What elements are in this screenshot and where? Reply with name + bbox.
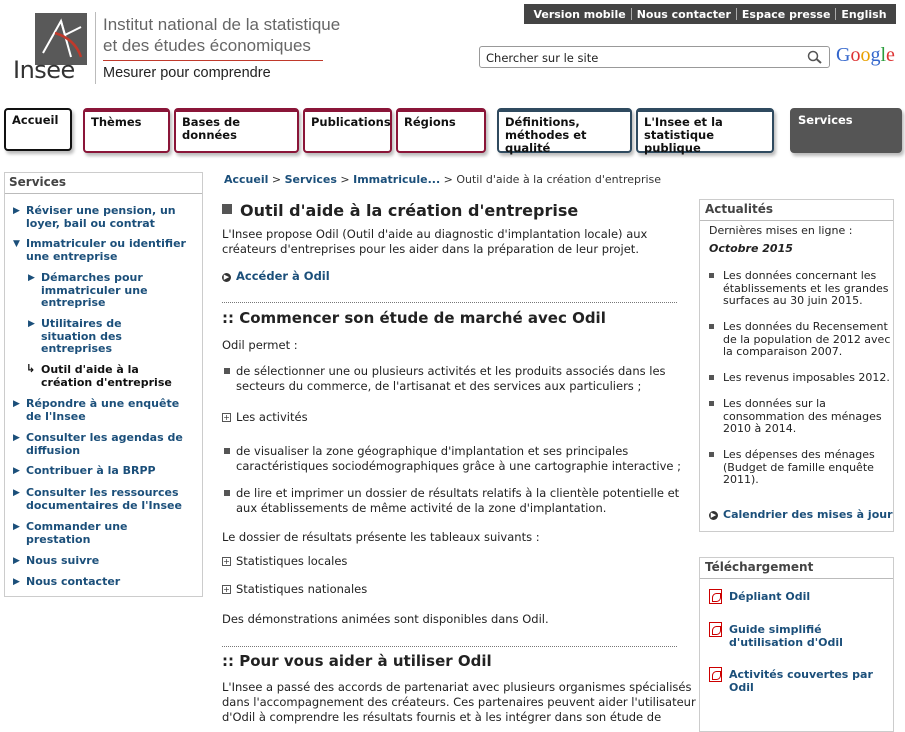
download-label: Activités couvertes par [729, 668, 873, 681]
sidebar-item-label: Consulter les agendas de diffusion [26, 431, 183, 457]
pdf-icon [709, 589, 722, 604]
tab-insee-statistique[interactable] [636, 108, 774, 153]
tab-label: Définitions, méthodes et qualité [505, 115, 587, 155]
section-divider [222, 646, 677, 647]
sidebar-item-label: Consulter les ressources documentaires de l'Insee [26, 486, 182, 512]
sidebar-item-reviser[interactable] [13, 204, 191, 230]
sidebar-item-contact[interactable] [13, 575, 176, 589]
sidebar-item-label: Utilitaires de situation des entreprises [41, 317, 122, 355]
top-links-bar [524, 4, 896, 24]
search-input[interactable] [479, 46, 830, 68]
section2-title [222, 652, 492, 670]
news-item-line: 2011). [723, 473, 759, 486]
news-item-line: Les revenus imposables 2012. [723, 371, 890, 384]
institute-underline [103, 60, 323, 61]
arrow-right-icon: ▶ [13, 488, 20, 498]
sidebar-item-brpp[interactable] [13, 464, 191, 478]
sidebar-item-label: Outil d'aide à la création d'entreprise [41, 363, 172, 389]
institute-name-line1: Institut national de la statistique [103, 15, 341, 34]
arrow-right-icon: ▶ [28, 273, 35, 283]
expand-plus-icon[interactable]: + [223, 557, 230, 566]
news-item[interactable] [723, 449, 875, 487]
breadcrumb-immatricule[interactable]: Immatricule... [353, 173, 441, 186]
tab-label: Services [798, 113, 853, 127]
download-label: Guide simplifié [729, 623, 822, 636]
breadcrumb [224, 173, 661, 186]
section1-title-text: Commencer son étude de marché avec Odil [239, 309, 606, 327]
expand-activites[interactable]: Les activités [236, 410, 308, 424]
downloads-divider [700, 578, 893, 579]
title-square-icon [222, 204, 232, 214]
dossier-text: Le dossier de résultats présente les tableaux suivants : [222, 530, 540, 544]
news-item-line: la comparaison 2007. [723, 345, 843, 358]
page-title: Outil d'aide à la création d'entreprise [240, 201, 579, 220]
demos-text: Des démonstrations animées sont disponibles dans Odil. [222, 612, 549, 626]
tab-publications[interactable] [303, 108, 392, 153]
breadcrumb-services[interactable]: Services [284, 173, 337, 186]
help-line3: d'Odil à comprendre les résultats fournis et à les intégrer dans son étude de [222, 710, 662, 724]
tab-label: Accueil [12, 113, 59, 127]
sidebar-item-label: Immatriculer ou identifier une entreprise [26, 237, 186, 263]
news-subtitle: Dernières mises en ligne : [709, 224, 853, 237]
sidebar-item-suivre[interactable] [13, 554, 176, 568]
arrow-right-icon: ▶ [13, 556, 20, 566]
sidebar-item-label: Nous contacter [26, 575, 121, 588]
top-link-contact[interactable]: Nous contacter [636, 7, 731, 21]
bullet-icon [224, 368, 230, 374]
tab-themes[interactable] [83, 108, 170, 153]
expand-plus-icon[interactable]: + [223, 585, 230, 594]
link-arrow-icon: ▶ [710, 511, 717, 519]
news-item-line: Les données sur la [723, 397, 826, 410]
insee-logo-text[interactable]: Insee [13, 56, 75, 84]
tab-label: Régions [404, 115, 456, 129]
news-item-line: 2010 à 2014. [723, 422, 797, 435]
bullet-icon [224, 490, 230, 496]
sidebar-item-label: Commander une prestation [26, 520, 128, 546]
news-item-line: (Budget de famille enquête [723, 460, 874, 474]
bullet2-line1: de visualiser la zone géographique d'implantation et ses principales [236, 444, 629, 458]
arrow-right-icon: ▶ [13, 433, 20, 443]
google-logo: Google [836, 44, 895, 66]
breadcrumb-separator: > [443, 173, 453, 186]
sidebar-item-label: Nous suivre [26, 554, 100, 567]
bullet3-line1: de lire et imprimer un dossier de résultats relatifs à la clientèle potentielle et [236, 486, 680, 500]
news-item[interactable] [723, 270, 888, 308]
calendar-link[interactable]: Calendrier des mises à jour [723, 508, 893, 521]
section-marker-icon: :: [222, 652, 240, 670]
news-divider [700, 220, 893, 221]
top-link-english[interactable]: English [841, 7, 887, 21]
expand-stat-nationales[interactable]: Statistiques nationales [236, 582, 368, 596]
sidebar-item-ressources[interactable] [13, 486, 196, 512]
arrow-right-icon: ▶ [13, 466, 20, 476]
news-item[interactable] [723, 398, 882, 436]
sidebar-item-label: Contribuer à la BRPP [26, 464, 156, 477]
news-item[interactable] [723, 321, 890, 359]
bullet1-line1: de sélectionner une ou plusieurs activités et les produits associés dans les [236, 364, 666, 378]
bullet1-line2: secteurs du commerce, de l'artisanat et des services aux particuliers ; [236, 379, 642, 393]
sidebar-item-enquete[interactable] [13, 397, 186, 423]
news-item-line: consommation des ménages [723, 409, 882, 423]
odil-permet-text: Odil permet : [222, 338, 298, 352]
bullet3-line2: aux établissements de même activité de la zone d'implantation. [236, 501, 607, 515]
download-guide[interactable] [729, 624, 843, 649]
download-activites[interactable] [729, 669, 873, 694]
search-icon[interactable] [807, 50, 823, 64]
breadcrumb-separator: > [340, 173, 350, 186]
bullet-icon [709, 375, 714, 380]
sidebar-item-immatriculer[interactable] [13, 237, 196, 263]
link-arrow-icon: ▶ [223, 273, 230, 281]
arrow-right-icon: ▶ [13, 577, 20, 587]
tab-label: L'Insee et la statistique publique [644, 115, 723, 155]
tab-services[interactable] [790, 108, 902, 153]
header-divider [95, 12, 96, 84]
news-item-line: établissements et les grandes [723, 281, 889, 295]
sidebar-item-label: Démarches pour immatriculer une entreprise [41, 271, 148, 309]
sidebar-item-demarches[interactable] [28, 271, 161, 310]
bullet-icon [709, 452, 714, 457]
download-label: Dépliant Odil [729, 590, 811, 603]
news-item-line: de la population de 2012 avec [723, 332, 891, 346]
sidebar-item-label: Réviser une pension, un loyer, bail ou contrat [26, 204, 176, 230]
bullet-icon [709, 401, 714, 406]
institute-name-line2: et des études économiques [103, 36, 311, 55]
news-month: Octobre 2015 [709, 242, 793, 255]
downloads-title: Téléchargement [705, 560, 814, 574]
breadcrumb-current: Outil d'aide à la création d'entreprise [456, 173, 662, 186]
news-item-line: Les données du Recensement [723, 320, 888, 333]
bullet-icon [709, 324, 714, 329]
arrow-right-icon: ▶ [13, 206, 20, 216]
section1-title [222, 309, 606, 327]
news-item-line: Les dépenses des ménages [723, 448, 875, 461]
sidebar-item-utilitaires[interactable] [28, 317, 141, 356]
tab-label: Publications [311, 115, 391, 129]
arrow-down-icon: ▼ [13, 239, 20, 249]
intro-line1: L'Insee propose Odil (Outil d'aide au diagnostic d'implantation locale) aux [222, 227, 648, 241]
pdf-icon [709, 667, 722, 682]
download-label: d'utilisation d'Odil [729, 635, 843, 649]
intro-line2: créateurs d'entreprises pour les aider dans la préparation de leur projet. [222, 242, 639, 256]
search-placeholder: Chercher sur le site [486, 51, 599, 65]
pdf-icon [709, 622, 722, 637]
news-item-line: surfaces au 30 juin 2015. [723, 294, 863, 307]
bullet-icon [709, 273, 714, 278]
breadcrumb-separator: > [271, 173, 282, 186]
bullet2-line2: caractéristiques sociodémographiques grâce à une cartographie interactive ; [236, 459, 681, 473]
help-line2: dans l'accompagnement des créateurs. Ces partenaires peuvent aider l'utilisateur [222, 695, 696, 709]
section-marker-icon: :: [222, 309, 240, 327]
news-title: Actualités [705, 202, 774, 216]
expand-plus-icon[interactable]: + [223, 413, 230, 422]
news-box [699, 199, 894, 532]
sidebar-item-agendas[interactable] [13, 431, 191, 457]
bullet-icon [224, 448, 230, 454]
top-link-press[interactable]: Espace presse [741, 7, 831, 21]
sidebar-item-outil-aide[interactable] [26, 362, 181, 389]
tab-definitions[interactable] [497, 108, 632, 153]
news-item-line: Les données concernant les [723, 269, 877, 282]
news-item[interactable] [723, 372, 890, 385]
arrow-right-icon: ▶ [13, 399, 20, 409]
tab-label: Thèmes [91, 115, 142, 129]
tab-accueil[interactable] [4, 108, 72, 151]
sidebar-item-prestation[interactable] [13, 520, 146, 546]
download-label: Odil [729, 680, 754, 694]
downloads-box [699, 557, 894, 732]
download-depliant[interactable] [729, 591, 810, 604]
tab-label: Bases de données [182, 115, 241, 142]
section2-title-text: Pour vous aider à utiliser Odil [239, 652, 492, 670]
sidebar-item-label: Répondre à une enquête de l'Insee [26, 397, 180, 423]
tab-bases-de-donnees[interactable] [174, 108, 299, 153]
help-line1: L'Insee a passé des accords de partenariat avec plusieurs organismes spécialisés [222, 680, 692, 694]
breadcrumb-accueil[interactable]: Accueil [224, 173, 269, 186]
arrow-right-icon: ▶ [28, 319, 35, 329]
sidebar [4, 172, 203, 597]
sidebar-title: Services [9, 175, 67, 189]
top-link-mobile[interactable]: Version mobile [533, 7, 626, 21]
return-arrow-icon: ↳ [26, 362, 36, 375]
section-divider [222, 302, 677, 303]
motto: Mesurer pour comprendre [103, 65, 271, 81]
arrow-right-icon: ▶ [13, 522, 20, 532]
tab-regions[interactable] [396, 108, 486, 153]
expand-stat-locales[interactable]: Statistiques locales [236, 554, 348, 568]
access-odil-link[interactable]: Accéder à Odil [236, 269, 330, 283]
sidebar-divider [5, 193, 202, 194]
